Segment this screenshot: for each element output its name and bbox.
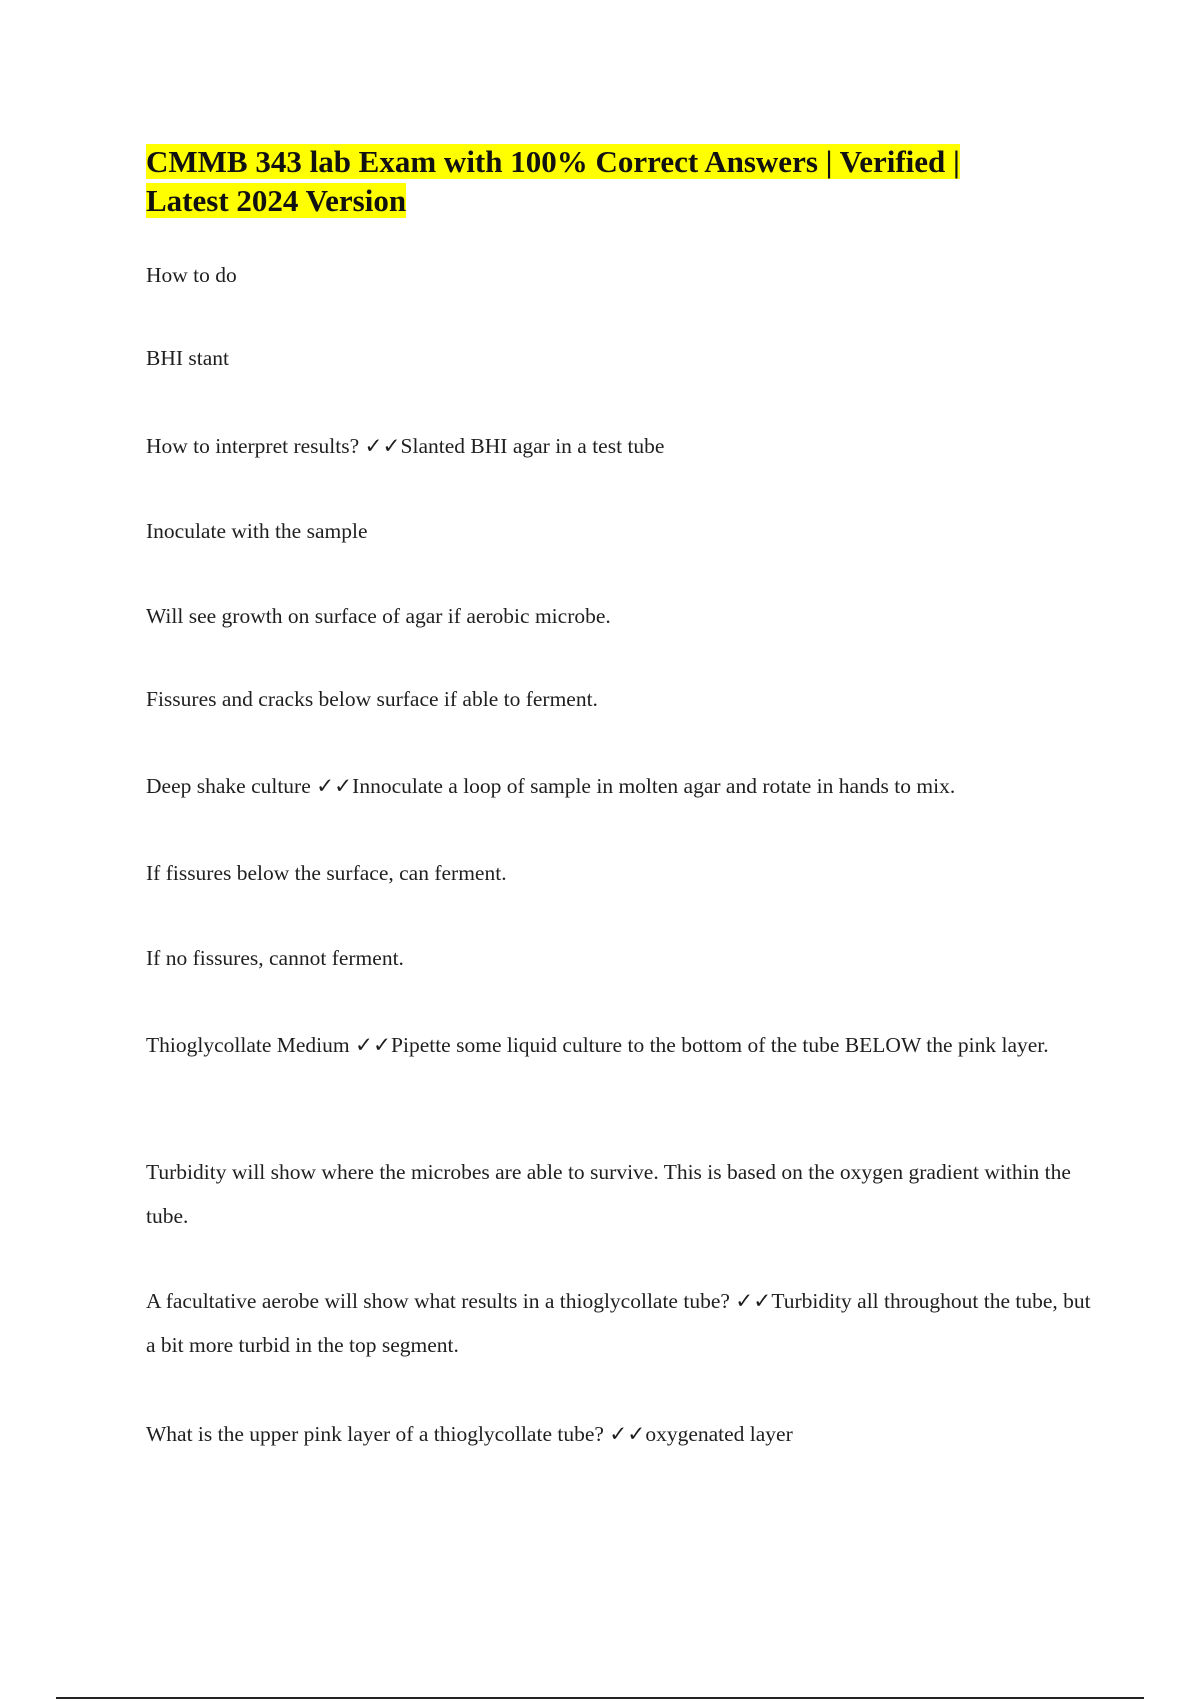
paragraph-fissures-ferment: Fissures and cracks below surface if able to ferment. — [146, 687, 598, 711]
paragraph-bhi-stant: BHI stant — [146, 346, 230, 370]
paragraph-cannot-ferment: If no fissures, cannot ferment. — [146, 946, 404, 970]
paragraph-deep-shake: Deep shake culture ✓✓Innoculate a loop of sample in molten agar and rotate in hands to mix. — [146, 774, 956, 798]
paragraph-thioglycollate-medium: Thioglycollate Medium ✓✓Pipette some liquid culture to the bottom of the tube BELOW the pink layer. — [146, 1033, 1049, 1057]
page-bottom-rule — [56, 1697, 1144, 1699]
document-title — [146, 142, 1046, 220]
paragraph-can-ferment: If fissures below the surface, can ferment. — [146, 861, 507, 885]
paragraph-interpret-results: How to interpret results? ✓✓Slanted BHI agar in a test tube — [146, 434, 665, 458]
paragraph-how-to-do: How to do — [146, 263, 237, 287]
title-line-1: CMMB 343 lab Exam with 100% Correct Answers | Verified | — [146, 144, 960, 179]
paragraph-inoculate: Inoculate with the sample — [146, 519, 368, 543]
paragraph-facultative-aerobe: A facultative aerobe will show what results in a thioglycollate tube? ✓✓Turbidity all throughout the tube, but a bit more turbid in the top segment. — [146, 1289, 1091, 1357]
title-line-2: Latest 2024 Version — [146, 183, 407, 218]
paragraph-upper-pink-layer: What is the upper pink layer of a thioglycollate tube? ✓✓oxygenated layer — [146, 1422, 793, 1446]
paragraph-turbidity: Turbidity will show where the microbes are able to survive. This is based on the oxygen gradient within the tube. — [146, 1160, 1071, 1228]
paragraph-aerobic-growth: Will see growth on surface of agar if aerobic microbe. — [146, 604, 611, 628]
